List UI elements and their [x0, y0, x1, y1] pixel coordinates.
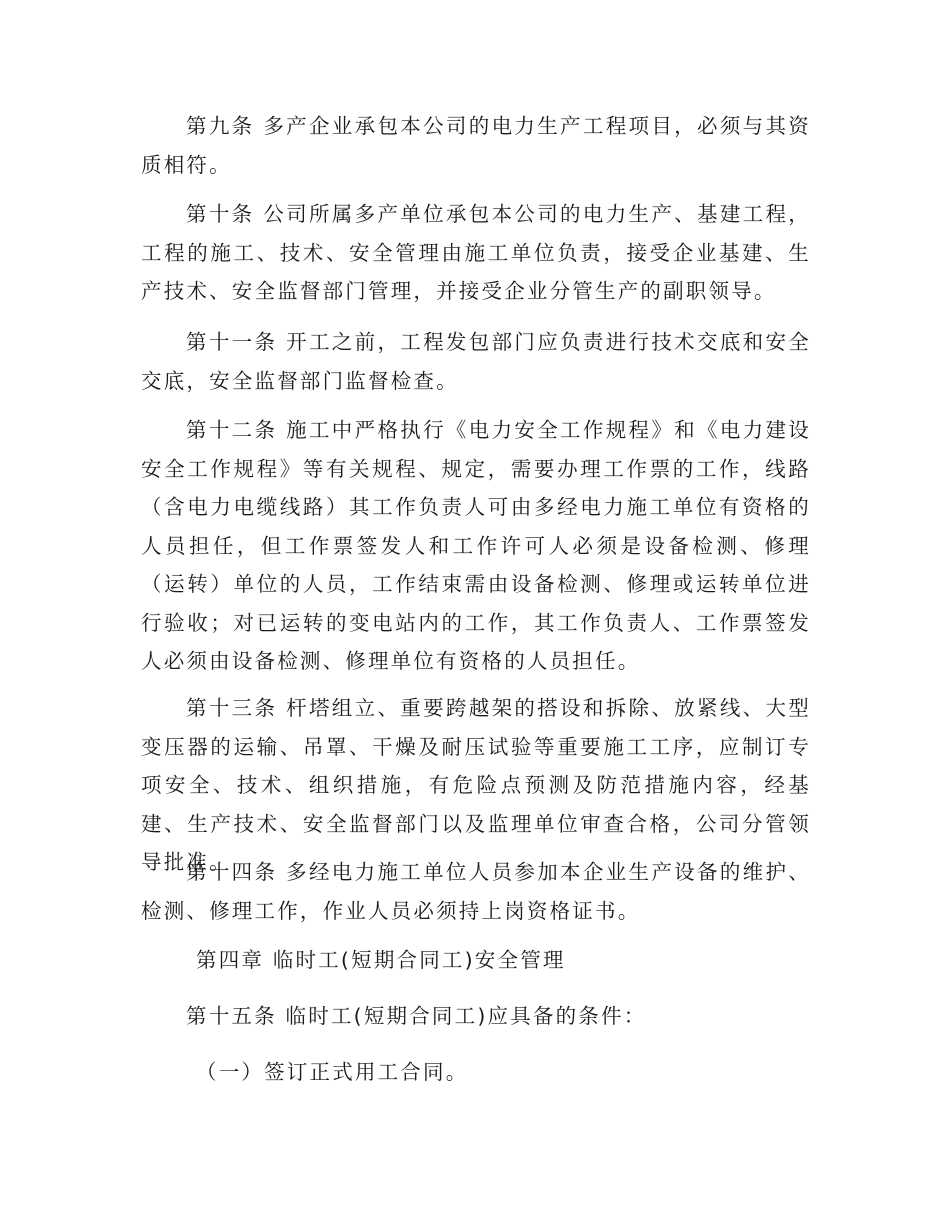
article-12: 第十二条 施工中严格执行《电力安全工作规程》和《电力建设安全工作规程》等有关规程、规定，需要办理工作票的工作，线路（含电力电缆线路）其工作负责人可由多经电力施工单位有资格的人员担任，但工作票签发人和工作许可人必须是设备检测、修理（运转）单位的人员，工作结束需由设备检测、修理或运转单位进行验收；对已运转的变电站内的工作，其工作负责人、工作票签发人必须由设备检测、修理单位有资格的人员担任。 — [141, 418, 811, 673]
chapter-4-heading: 第四章 临时工(短期合同工)安全管理 — [196, 948, 566, 972]
article-10: 第十条 公司所属多产单位承包本公司的电力生产、基建工程，工程的施工、技术、安全管理由施工单位负责，接受企业基建、生产技术、安全监督部门管理，并接受企业分管生产的副职领导。 — [141, 202, 811, 303]
article-9: 第九条 多产企业承包本公司的电力生产工程项目，必须与其资质相符。 — [141, 114, 811, 177]
article-14: 第十四条 多经电力施工单位人员参加本企业生产设备的维护、检测、修理工作，作业人员必须持上岗资格证书。 — [141, 860, 811, 923]
article-15: 第十五条 临时工(短期合同工)应具备的条件： — [186, 1004, 647, 1028]
article-13: 第十三条 杆塔组立、重要跨越架的搭设和拆除、放紧线、大型变压器的运输、吊罩、干燥及耐压试验等重要施工工序，应制订专项安全、技术、组织措施，有危险点预测及防范措施内容，经基建、生产技术、安全监督部门以及监理单位审查合格，公司分管领导批准。 — [141, 696, 811, 874]
article-11: 第十一条 开工之前，工程发包部门应负责进行技术交底和安全交底，安全监督部门监督检查。 — [141, 330, 811, 393]
article-15-item-1: （一）签订正式用工合同。 — [196, 1060, 469, 1084]
